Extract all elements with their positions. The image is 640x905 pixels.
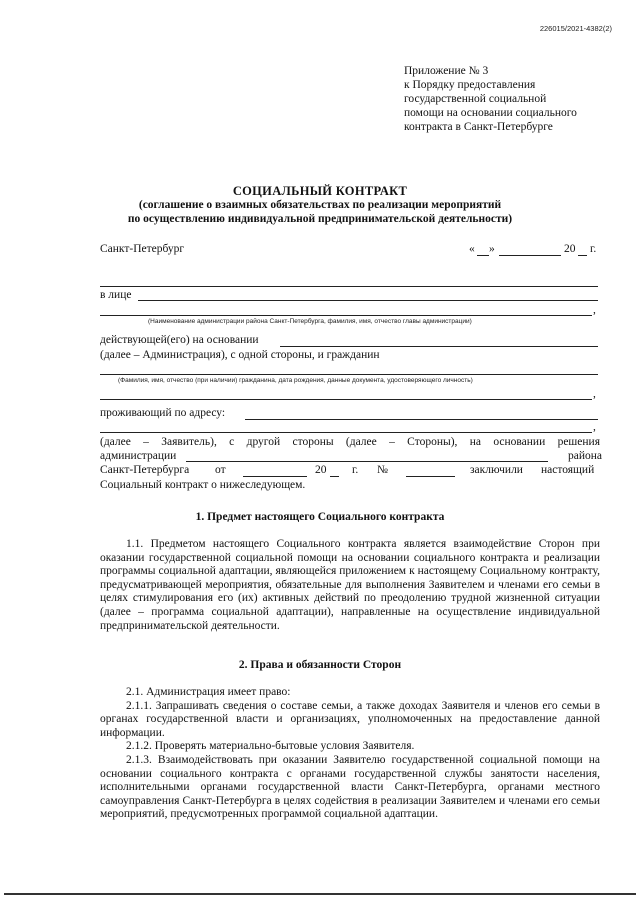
contract-title-main: СОЦИАЛЬНЫЙ КОНТРАКТ bbox=[232, 184, 408, 198]
page-bottom-rule bbox=[4, 893, 636, 895]
representative-field[interactable] bbox=[138, 300, 598, 301]
city-label: Санкт-Петербург bbox=[100, 243, 185, 255]
appendix-heading bbox=[404, 64, 577, 134]
comma: , bbox=[593, 421, 596, 433]
decision-concluded-word: заключили bbox=[470, 464, 523, 476]
decision-year-field[interactable] bbox=[330, 476, 339, 477]
section-2-item: 2.1. Администрация имеет право: bbox=[126, 686, 291, 698]
date-month-field[interactable] bbox=[499, 255, 561, 256]
decision-number-field[interactable] bbox=[406, 476, 455, 477]
decision-city-label: Санкт-Петербурга bbox=[100, 464, 190, 476]
comma: , bbox=[593, 388, 596, 400]
appendix-line: контракта в Санкт-Петербурге bbox=[404, 121, 553, 133]
comma: , bbox=[593, 304, 596, 316]
decision-from-label: от bbox=[215, 464, 226, 476]
date-open-quote: « bbox=[469, 243, 475, 255]
residing-label: проживающий по адресу: bbox=[100, 407, 226, 419]
date-close-quote: » bbox=[489, 243, 495, 255]
date-day-field[interactable] bbox=[477, 255, 489, 256]
admin-field-caption: (Наименование администрации района Санкт-Петербурга, фамилия, имя, отчество главы администрации) bbox=[148, 318, 472, 325]
section-1-paragraph: 1.1. Предметом настоящего Социального контракта является взаимодействие Сторон при оказании государственной социальной помощи на основании социального контракта и реализации программы социальной адаптации, являющейся приложением к настоящему Социальному контракту, предусматривающей мероприятия, обязательные для выполнения Заявителем и членами его семьи в целях стимулирования его (их) активных действий по преодолению трудной жизненной ситуации (далее – программа социальной адаптации), направленные на осуществление индивидуальной предпринимательской деятельности. bbox=[100, 538, 600, 632]
contract-subtitle-line-1: (соглашение о взаимных обязательствах по реализации мероприятий bbox=[138, 199, 502, 211]
address-field-continued[interactable] bbox=[100, 432, 592, 433]
citizen-field[interactable] bbox=[100, 374, 598, 375]
date-year-suffix: г. bbox=[590, 243, 597, 255]
district-field[interactable] bbox=[186, 461, 548, 462]
decision-present-word: настоящий bbox=[541, 464, 595, 476]
contract-subtitle-line-2: по осуществлению индивидуальной предпринимательской деятельности) bbox=[127, 213, 513, 225]
decision-line-1: (далее – Заявитель), с другой стороны (далее – Стороны), на основании решения bbox=[100, 436, 600, 448]
appendix-line: Приложение № 3 bbox=[404, 65, 489, 77]
section-2-item: 2.1.2. Проверять материально-бытовые условия Заявителя. bbox=[126, 740, 415, 753]
administration-party-text: (далее – Администрация), с одной стороны, и гражданин bbox=[100, 349, 380, 361]
appendix-line: помощи на основании социального bbox=[404, 107, 577, 119]
contract-title bbox=[0, 184, 640, 226]
in-person-label: в лице bbox=[100, 289, 132, 301]
section-2-body bbox=[100, 686, 600, 822]
appendix-line: к Порядку предоставления bbox=[404, 79, 536, 91]
date-year-prefix: 20 bbox=[564, 243, 576, 255]
decision-date-field[interactable] bbox=[243, 476, 307, 477]
address-field[interactable] bbox=[245, 419, 598, 420]
acting-basis-label: действующей(его) на основании bbox=[100, 334, 259, 346]
date-year-field[interactable] bbox=[578, 255, 587, 256]
document-stamp-number: 226015/2021-4382(2) bbox=[539, 24, 612, 33]
section-2-title: 2. Права и обязанности Сторон bbox=[238, 659, 402, 671]
basis-field[interactable] bbox=[280, 346, 598, 347]
decision-year-suffix: г. bbox=[352, 464, 359, 476]
section-1-title: 1. Предмет настоящего Социального контракта bbox=[195, 511, 445, 523]
decision-number-sign: № bbox=[377, 464, 388, 476]
appendix-line: государственной социальной bbox=[404, 93, 547, 105]
section-1-body bbox=[100, 538, 600, 633]
decision-district-label: района bbox=[568, 450, 603, 462]
section-2-item: 2.1.3. Взаимодействовать при оказании Заявителю государственной социальной помощи на основании социального контракта с органами государственной службы занятости населения, исполнительными органами государственной власти Санкт-Петербурга, органами местного самоуправления Санкт-Петербурга в целях содействия в реализации Заявителем и членами его семьи мероприятий, предусмотренных программой социальной адаптации. bbox=[100, 753, 600, 821]
citizen-field-caption: (Фамилия, имя, отчество (при наличии) гражданина, дата рождения, данные документа, удостоверяющего личность) bbox=[118, 377, 473, 384]
section-2-item: 2.1.1. Запрашивать сведения о составе семьи, а также доходах Заявителя и членов его семьи в органах государственной власти и организациях, уполномоченных на предоставление данной информации. bbox=[100, 699, 600, 739]
representative-field-continued[interactable] bbox=[100, 315, 592, 316]
decision-year-prefix: 20 bbox=[315, 464, 327, 476]
decision-line-4: Социальный контракт о нижеследующем. bbox=[100, 479, 306, 491]
citizen-field-continued[interactable] bbox=[100, 399, 592, 400]
blank-line[interactable] bbox=[100, 286, 598, 287]
decision-admin-label: администрации bbox=[100, 450, 177, 462]
